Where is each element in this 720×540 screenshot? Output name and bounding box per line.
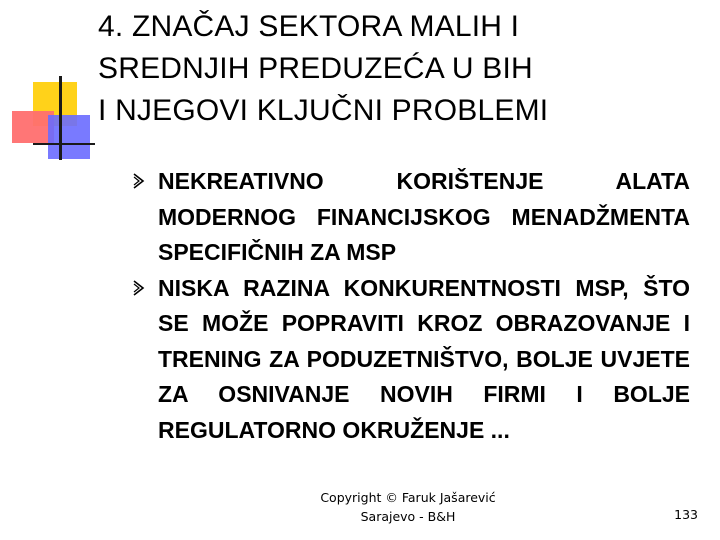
- vertical-rule: [59, 76, 62, 160]
- bullet-text: NEKREATIVNO KORIŠTENJE ALATA MODERNOG FINANCIJSKOG MENADŽMENTA SPECIFIČNIH ZA MSP: [158, 168, 690, 265]
- arrow-bullet-icon: [132, 279, 146, 297]
- bullet-item: [126, 271, 690, 449]
- bullet-item: [126, 164, 690, 271]
- slide-title-line: I NJEGOVI KLJUČNI PROBLEMI: [98, 94, 549, 127]
- arrow-bullet-icon: [132, 172, 146, 190]
- page-number: 133: [674, 507, 698, 522]
- copyright-line: Copyright © Faruk Jašarević: [320, 490, 496, 505]
- slide-title-line: 4. ZNAČAJ SEKTORA MALIH I: [98, 10, 520, 43]
- bullet-text: NISKA RAZINA KONKURENTNOSTI MSP, ŠTO SE MOŽE POPRAVITI KROZ OBRAZOVANJE I TRENING ZA PODUZETNIŠTVO, BOLJE UVJETE ZA OSNIVANJE NOVIH FIRMI I BOLJE REGULATORNO OKRUŽENJE ...: [158, 274, 690, 443]
- slide-title-line: SREDNJIH PREDUZEĆA U BIH: [98, 52, 533, 85]
- horizontal-rule: [33, 143, 95, 145]
- copyright-footer: [280, 488, 536, 526]
- decorative-squares-logo: [0, 0, 100, 165]
- slide-title: [98, 6, 708, 132]
- bullet-list: [126, 164, 690, 448]
- location-line: Sarajevo - B&H: [360, 509, 456, 524]
- blue-square: [48, 115, 90, 159]
